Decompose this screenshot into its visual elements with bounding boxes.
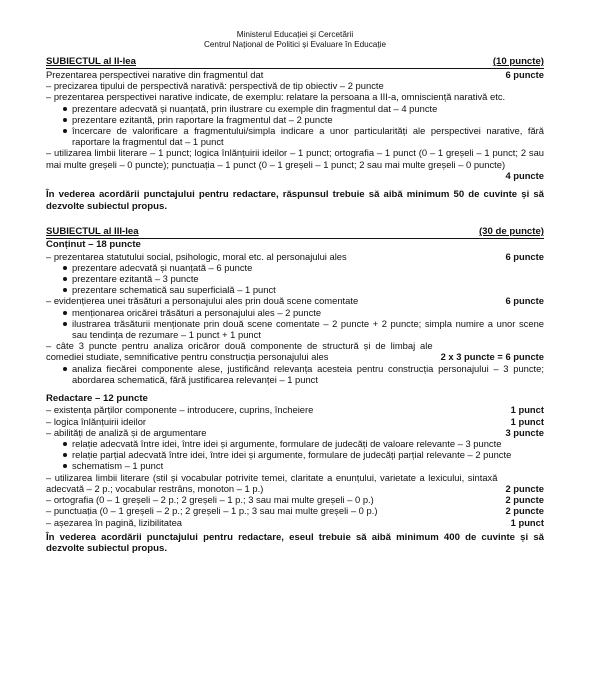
s3-r3-bullet-1: relație adecvată între idei, între idei și argumente, formulare de judecăți de valoare relevante – 3 puncte (46, 438, 544, 449)
s3-red-6: – punctuația (0 – 1 greșeli – 2 p.; 2 greșeli – 1 p.; 3 sau mai multe greșeli – 0 p.) 2 puncte (46, 505, 544, 517)
s3-content-1: – prezentarea statutului social, psihologic, moral etc. al personajului ales 6 puncte (46, 250, 544, 262)
s3-note: În vederea acordării punctajului pentru redactare, eseul trebuie să aibă minimum 400 de cuvinte și să dezvolte subiectul propus. (46, 531, 544, 555)
center-name: Centrul Național de Politici și Evaluare în Educație (203, 40, 387, 49)
s3-red-5: – ortografia (0 – 1 greșeli – 2 p.; 2 greșeli – 1 p.; 3 sau mai multe greșeli – 0 p.) 2 puncte (46, 494, 544, 506)
page-header (46, 30, 544, 50)
s2-line-2: – precizarea tipului de perspectivă narativă: perspectivă de tip obiectiv – 2 puncte (46, 80, 384, 92)
section-2-title (46, 56, 544, 69)
s3-red-2: – logica înlănțuirii ideilor 1 punct (46, 415, 544, 427)
s3-red-1: – existența părților componente – introducere, cuprins, încheiere 1 punct (46, 404, 544, 416)
s3-content-3: – câte 3 puncte pentru analiza oricăror două componente de structură și de limbaj ale comediei studiate, semnificative pentru construcția personajului ales 2 x 3 puncte = 6 puncte (46, 340, 544, 363)
s3-red-4: – utilizarea limbii literare (stil și vocabular potrivite temei, claritate a enunțului, varietate a lexicului, sintaxă adecvată – 2 p.; vocabular restrâns, monoton – 1 p.) 2 puncte (46, 471, 544, 494)
s3-c3-bullet-1: analiza fiecărei componente alese, justificând relevanța acesteia pentru construcția personajului – 3 puncte; abordarea schematică, fără justificarea relevanței – 1 punct (46, 363, 544, 385)
s2-line-1: Prezentarea perspectivei narative din fragmentul dat 6 puncte (46, 69, 544, 80)
s2-bullet-2: prezentare ezitantă, prin raportare la fragmentul dat – 2 puncte (46, 114, 544, 125)
s3-c1-bullet-3: prezentare schematică sau superficială – 1 punct (46, 284, 544, 295)
section-2-points: (10 puncte) (492, 56, 544, 67)
ministry-name: Ministerul Educației și Cercetării (236, 30, 354, 39)
s2-line-4-points: 4 puncte (505, 169, 544, 181)
s3-content-2: – evidențierea unei trăsături a personajului ales prin două scene comentate 6 puncte (46, 295, 544, 307)
s3-red-7: – așezarea în pagină, lizibilitatea 1 punct (46, 516, 544, 528)
s2-line-3: – prezentarea perspectivei narative indicate, de exemplu: relatare la persoana a III-a, omnisciență narativă etc. (46, 91, 506, 103)
section-2-label: SUBIECTUL al II-lea (46, 56, 136, 67)
s3-red-3: – abilități de analiză și de argumentare 3 puncte (46, 426, 544, 438)
s3-r3-bullet-2: relație parțial adecvată între idei, între idei și argumente, formulare de judecăți parțial relevante – 2 puncte (46, 449, 544, 460)
s2-bullet-3: încercare de valorificare a fragmentului/simpla indicare a unor particularități ale perspectivei narative, fără raportare la fragmentul dat – 1 punct (46, 125, 544, 147)
s2-line-4: – utilizarea limbii literare – 1 punct; logica înlănțuirii ideilor – 1 punct; ortografia – 1 punct (0 – 1 greșeli – 1 punct; 2 sau mai multe greșeli – 0 puncte); punctuația – 1 punct (0 – 1 greșeli – 1 punct; 2 sau mai multe greșeli – 0 puncte) (46, 147, 544, 170)
redactare-heading: Redactare – 12 puncte (46, 392, 148, 404)
section-3-label: SUBIECTUL al III-lea (46, 226, 139, 238)
s2-note: În vederea acordării punctajului pentru redactare, răspunsul trebuie să aibă minimum 50 de cuvinte și să dezvolte subiectul propus. (46, 189, 544, 212)
s3-c2-bullet-2: ilustrarea trăsăturii menționate prin două scene comentate – 2 puncte + 2 puncte; simpla numire a unor scene sau tendința de rezumare – 1 punct + 1 punct (46, 318, 544, 340)
s3-c1-bullet-2: prezentare ezitantă – 3 puncte (46, 273, 544, 284)
s3-c1-bullet-1: prezentare adecvată și nuanțată – 6 puncte (46, 262, 544, 273)
section-3-points: (30 de puncte) (478, 226, 544, 238)
section-3-title (46, 226, 544, 239)
document-page (46, 30, 544, 555)
s3-r3-bullet-3: schematism – 1 punct (46, 460, 544, 471)
s2-bullet-1: prezentare adecvată și nuanțată, prin ilustrare cu exemple din fragmentul dat – 4 puncte (46, 103, 544, 114)
content-heading: Conținut – 18 puncte (46, 239, 141, 251)
s3-c2-bullet-1: menționarea oricărei trăsături a personajului ales – 2 puncte (46, 307, 544, 318)
